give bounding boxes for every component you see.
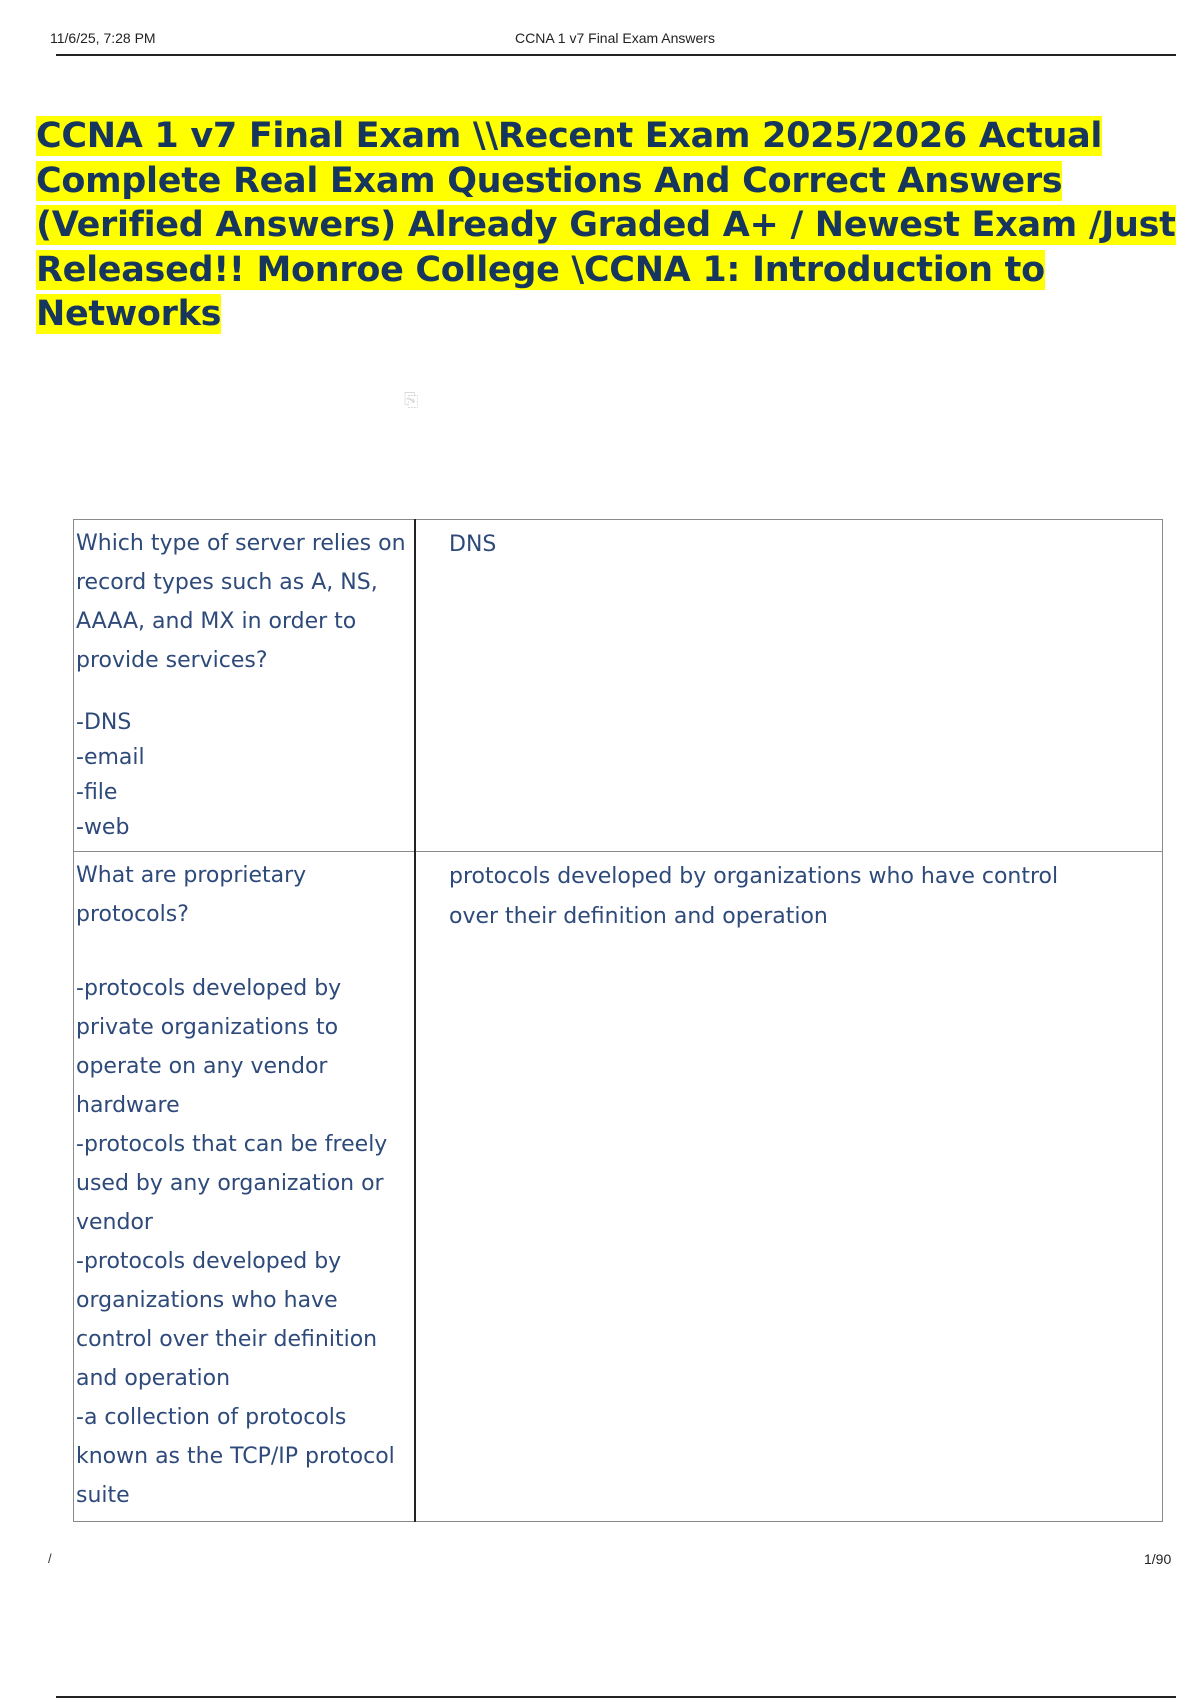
answer-text: DNS bbox=[449, 532, 497, 557]
footer-divider bbox=[56, 1696, 1176, 1698]
question-cell bbox=[74, 520, 416, 852]
print-date: 11/6/25, 7:28 PM bbox=[50, 30, 156, 46]
answer-text: protocols developed by organizations who have control over their definition and operation bbox=[449, 864, 1059, 929]
print-page-title: CCNA 1 v7 Final Exam Answers bbox=[515, 30, 715, 46]
answer-cell bbox=[415, 852, 1163, 1522]
footer-path: / bbox=[48, 1551, 52, 1566]
option: -file bbox=[76, 780, 118, 805]
question-cell bbox=[74, 852, 416, 1522]
document-title-highlight: CCNA 1 v7 Final Exam \\Recent Exam 2025/2026 Actual Complete Real Exam Questions And Correct Answers (Verified Answers) Already Graded A+ / Newest Exam /Just Released!! Monroe College \CCNA 1: Introduction to Networks bbox=[36, 116, 1176, 334]
watermark-icon: ⎘ bbox=[404, 390, 419, 411]
answer-cell bbox=[415, 520, 1163, 852]
option: -DNS bbox=[76, 710, 132, 735]
document-title bbox=[36, 114, 1186, 337]
option: -web bbox=[76, 815, 130, 840]
page-number: 1/90 bbox=[1144, 1551, 1172, 1567]
option: -email bbox=[76, 745, 145, 770]
option: -protocols developed by private organizations to operate on any vendor hardware bbox=[76, 976, 342, 1118]
table-row bbox=[74, 520, 1163, 852]
header-divider bbox=[56, 54, 1176, 56]
qa-table bbox=[73, 519, 1163, 1522]
option: -protocols that can be freely used by any organization or vendor bbox=[76, 1132, 388, 1235]
option: -a collection of protocols known as the TCP/IP protocol suite bbox=[76, 1405, 395, 1508]
option: -protocols developed by organizations who have control over their definition and operation bbox=[76, 1249, 378, 1391]
question-text: Which type of server relies on record types such as A, NS, AAAA, and MX in order to provide services? bbox=[76, 531, 406, 673]
question-text: What are proprietary protocols? bbox=[76, 863, 307, 927]
table-row bbox=[74, 852, 1163, 1522]
print-header bbox=[50, 28, 1170, 56]
